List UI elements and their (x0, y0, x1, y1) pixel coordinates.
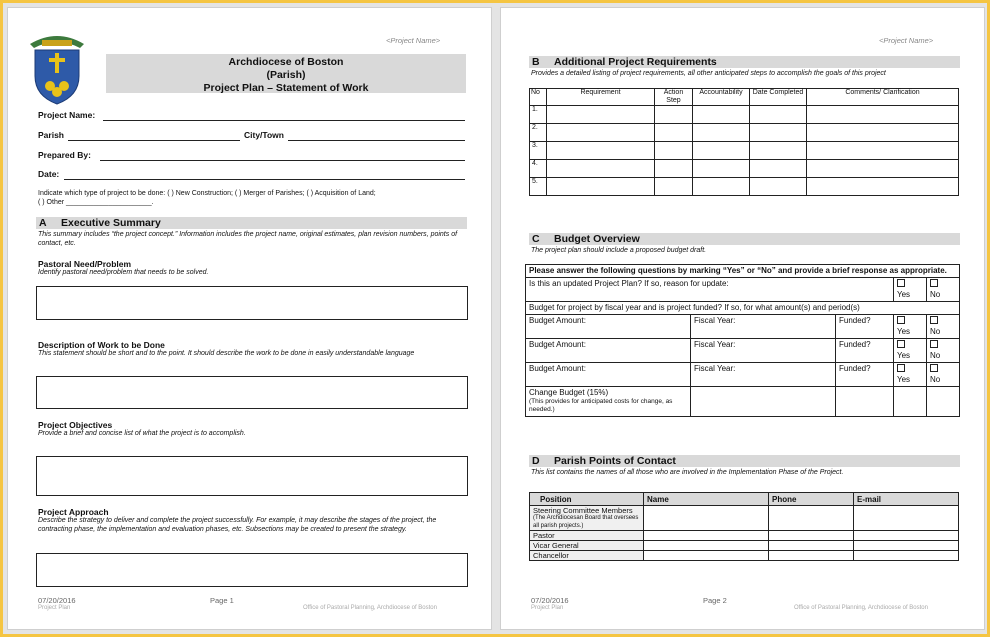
date-cell[interactable] (750, 142, 807, 160)
pastoral-need-heading: Pastoral Need/Problem (38, 259, 132, 269)
col-email: E-mail (854, 493, 959, 506)
archdiocese-crest-icon (22, 26, 92, 106)
header-project-name: <Project Name> (879, 36, 934, 45)
updated-question: Is this an updated Project Plan? If so, reason for update: (526, 278, 894, 302)
change-no-cell[interactable] (927, 387, 960, 417)
title-block (106, 54, 466, 93)
row-number: 3. (530, 142, 547, 160)
change-budget-cell (526, 387, 691, 417)
col-requirement: Requirement (547, 89, 655, 106)
approach-desc: Describe the strategy to deliver and complete the project successfully. For example, it may describe the stages of the project, the contracting phase, the implementation and evaluation phases, etc. Subsections may be created to present the strategy. (38, 517, 437, 533)
email-cell[interactable] (854, 541, 959, 551)
accountability-cell[interactable] (693, 124, 750, 142)
date-cell[interactable] (750, 178, 807, 196)
no-checkbox[interactable] (930, 364, 938, 372)
accountability-cell[interactable] (693, 106, 750, 124)
accountability-cell[interactable] (693, 178, 750, 196)
col-phone: Phone (769, 493, 854, 506)
action-cell[interactable] (655, 160, 693, 178)
steering-cell (530, 506, 644, 531)
change-funded-cell[interactable] (836, 387, 894, 417)
section-c-header (529, 233, 960, 245)
footer-office: Office of Pastoral Planning, Archdiocese of Boston (303, 605, 437, 611)
row-number: 5. (530, 178, 547, 196)
fiscal-year-label: Fiscal Year: (691, 339, 836, 363)
project-type-text: Indicate which type of project to be done: ( ) New Construction; ( ) Merger of Parishes; ( ) Acquisition of Land; (38, 190, 376, 197)
table-row (530, 106, 959, 124)
no-checkbox[interactable] (930, 340, 938, 348)
table-row (530, 506, 959, 531)
footer-date: 07/20/2016 (531, 596, 569, 605)
section-d-title: Parish Points of Contact (554, 455, 676, 467)
budget-instruction: Please answer the following questions by marking “Yes” or “No” and provide a brief response as appropriate. (526, 265, 960, 278)
table-row (530, 531, 959, 541)
col-position: Position (530, 493, 644, 506)
budget-amount-label: Budget Amount: (526, 315, 691, 339)
fiscal-year-label: Fiscal Year: (691, 363, 836, 387)
name-cell[interactable] (644, 551, 769, 561)
row-number: 2. (530, 124, 547, 142)
comments-cell[interactable] (807, 124, 959, 142)
date-cell[interactable] (750, 106, 807, 124)
col-no: No (530, 89, 547, 106)
section-b-desc: Provides a detailed listing of project requirements, all other anticipated steps to accomplish the goals of this project (531, 70, 886, 77)
action-cell[interactable] (655, 178, 693, 196)
section-b-title: Additional Project Requirements (554, 56, 717, 68)
date-label: Date: (38, 169, 60, 179)
section-a-letter: A (39, 217, 47, 229)
steering-label: Steering Committee Members (533, 506, 633, 515)
action-cell[interactable] (655, 142, 693, 160)
action-cell[interactable] (655, 106, 693, 124)
approach-heading: Project Approach (38, 507, 109, 517)
section-d-header (529, 455, 960, 467)
fiscal-question: Budget for project by fiscal year and is project funded? If so, for what amount(s) and period(s) (526, 302, 960, 315)
table-row (530, 142, 959, 160)
change-yes-cell[interactable] (894, 387, 927, 417)
change-fiscal-cell[interactable] (691, 387, 836, 417)
comments-cell[interactable] (807, 142, 959, 160)
comments-cell[interactable] (807, 106, 959, 124)
objectives-box[interactable] (36, 456, 468, 496)
footer-page: Page 2 (703, 596, 727, 605)
funded-label: Funded? (836, 363, 894, 387)
yes-option[interactable] (894, 278, 927, 302)
prepared-by-label: Prepared By: (38, 150, 91, 160)
yes-option[interactable] (894, 315, 927, 339)
footer-date: 07/20/2016 (38, 596, 76, 605)
change-budget-note: (This provides for anticipated costs for change, as needed.) (529, 398, 673, 413)
contacts-table (529, 492, 959, 561)
work-box[interactable] (36, 376, 468, 409)
email-cell[interactable] (854, 506, 959, 531)
yes-checkbox[interactable] (897, 340, 905, 348)
budget-table (525, 264, 960, 417)
approach-box[interactable] (36, 553, 468, 587)
date-cell[interactable] (750, 124, 807, 142)
pastoral-need-desc: Identify pastoral need/problem that needs to be solved. (38, 269, 209, 276)
table-row (530, 178, 959, 196)
date-cell[interactable] (750, 160, 807, 178)
col-comments: Comments/ Clarification (807, 89, 959, 106)
section-c-title: Budget Overview (554, 233, 640, 245)
yes-label: Yes (897, 375, 911, 384)
comments-cell[interactable] (807, 160, 959, 178)
parish-field[interactable] (68, 139, 240, 141)
no-label: No (930, 351, 941, 360)
col-action-step: Action Step (655, 89, 693, 106)
phone-cell[interactable] (769, 541, 854, 551)
budget-amount-label: Budget Amount: (526, 363, 691, 387)
section-d-letter: D (532, 455, 540, 467)
no-checkbox[interactable] (930, 279, 938, 287)
no-option[interactable] (927, 363, 960, 387)
requirement-cell[interactable] (547, 142, 655, 160)
project-name-label: Project Name: (38, 110, 96, 120)
requirement-cell[interactable] (547, 178, 655, 196)
position-cell: Pastor (530, 531, 644, 541)
yes-label: Yes (897, 290, 911, 299)
page-1 (7, 7, 492, 630)
phone-cell[interactable] (769, 551, 854, 561)
document-viewer (3, 3, 987, 634)
footer-office: Office of Pastoral Planning, Archdiocese of Boston (794, 605, 928, 611)
org-name: Archdiocese of Boston (228, 56, 344, 68)
no-checkbox[interactable] (930, 316, 938, 324)
table-row (530, 160, 959, 178)
header-project-name: <Project Name> (386, 36, 441, 45)
parish-name: (Parish) (266, 69, 306, 81)
objectives-desc: Provide a brief and concise list of what the project is to accomplish. (38, 430, 246, 437)
row-number: 4. (530, 160, 547, 178)
city-town-label: City/Town (244, 130, 284, 140)
project-type-other: ( ) Other ______________________. (38, 199, 154, 206)
funded-label: Funded? (836, 339, 894, 363)
section-a-title: Executive Summary (61, 217, 161, 229)
comments-cell[interactable] (807, 178, 959, 196)
date-field[interactable] (64, 178, 465, 180)
row-number: 1. (530, 106, 547, 124)
phone-cell[interactable] (769, 531, 854, 541)
action-cell[interactable] (655, 124, 693, 142)
no-option[interactable] (927, 315, 960, 339)
position-cell: Vicar General (530, 541, 644, 551)
table-row (530, 551, 959, 561)
yes-option[interactable] (894, 339, 927, 363)
section-c-desc: The project plan should include a proposed budget draft. (531, 247, 707, 254)
work-heading: Description of Work to be Done (38, 340, 165, 350)
doc-title: Project Plan – Statement of Work (203, 82, 369, 94)
accountability-cell[interactable] (693, 160, 750, 178)
email-cell[interactable] (854, 531, 959, 541)
steering-note: (The Archdiocesan Board that oversees all parish projects.) (533, 515, 639, 529)
city-town-field[interactable] (288, 139, 465, 141)
col-accountability: Accountability (693, 89, 750, 106)
phone-cell[interactable] (769, 506, 854, 531)
yes-label: Yes (897, 327, 911, 336)
yes-label: Yes (897, 351, 911, 360)
email-cell[interactable] (854, 551, 959, 561)
yes-checkbox[interactable] (897, 364, 905, 372)
col-date-completed: Date Completed (750, 89, 807, 106)
footer-doc: Project Plan (531, 605, 564, 611)
yes-checkbox[interactable] (897, 279, 905, 287)
change-budget-label: Change Budget (15%) (529, 388, 609, 397)
accountability-cell[interactable] (693, 142, 750, 160)
yes-checkbox[interactable] (897, 316, 905, 324)
no-option[interactable] (927, 339, 960, 363)
project-name-field[interactable] (103, 119, 465, 121)
requirement-cell[interactable] (547, 160, 655, 178)
pastoral-need-box[interactable] (36, 286, 468, 320)
work-desc: This statement should be short and to the point. It should describe the work to be done in easily understandable language (38, 350, 415, 357)
prepared-by-field[interactable] (100, 159, 465, 161)
footer-doc: Project Plan (38, 605, 71, 611)
no-label: No (930, 375, 941, 384)
fiscal-year-label: Fiscal Year: (691, 315, 836, 339)
budget-amount-label: Budget Amount: (526, 339, 691, 363)
col-name: Name (644, 493, 769, 506)
no-option[interactable] (927, 278, 960, 302)
parish-label: Parish (38, 130, 64, 140)
section-b-header (529, 56, 960, 68)
no-label: No (930, 290, 941, 299)
section-b-letter: B (532, 56, 540, 68)
name-cell[interactable] (644, 531, 769, 541)
section-a-desc: This summary includes “the project concept.” Information includes the project name, original estimates, plan revision numbers, points of contact, etc. (38, 231, 458, 247)
page-2 (500, 7, 985, 630)
section-d-desc: This list contains the names of all those who are involved in the Implementation Phase of the Project. (531, 469, 844, 476)
yes-option[interactable] (894, 363, 927, 387)
section-c-letter: C (532, 233, 540, 245)
section-a-header (36, 217, 467, 229)
footer-page: Page 1 (210, 596, 234, 605)
name-cell[interactable] (644, 541, 769, 551)
table-row (530, 541, 959, 551)
position-cell: Chancellor (530, 551, 644, 561)
name-cell[interactable] (644, 506, 769, 531)
no-label: No (930, 327, 941, 336)
requirement-cell[interactable] (547, 106, 655, 124)
requirement-cell[interactable] (547, 124, 655, 142)
table-row (530, 124, 959, 142)
objectives-heading: Project Objectives (38, 420, 113, 430)
funded-label: Funded? (836, 315, 894, 339)
requirements-table (529, 88, 959, 196)
